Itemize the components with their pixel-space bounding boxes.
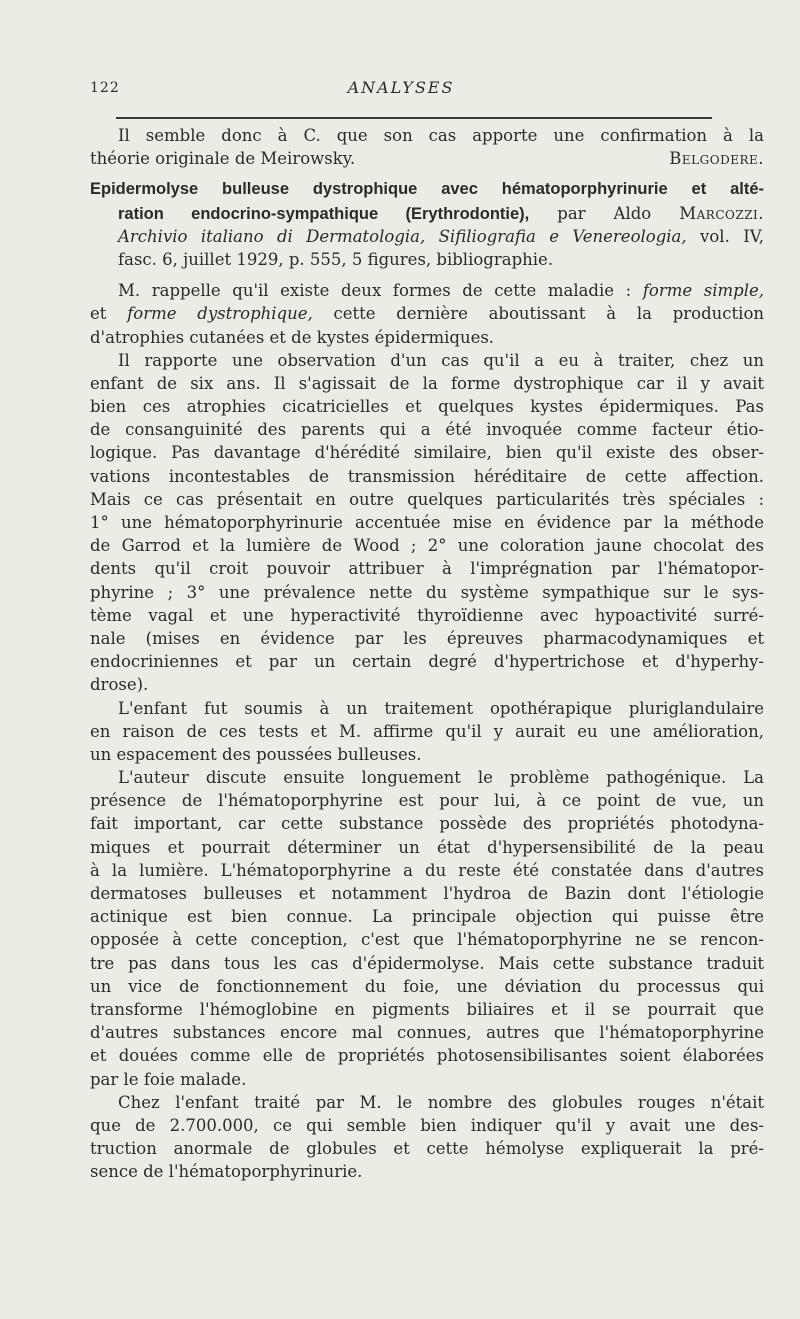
paragraph-line: phyrine ; 3° une prévalence nette du système sympathique sur le sys- bbox=[90, 582, 764, 602]
spacer bbox=[90, 271, 764, 279]
article-title-cont: ration endocrino-sympathique (Erythrodontie), bbox=[118, 204, 530, 223]
p1-text: et bbox=[90, 304, 107, 324]
prev-review-line: Il semble donc à C. que son cas apporte une confirmation à la bbox=[118, 126, 764, 145]
paragraph-line: à la lumière. L'hématoporphyrine a du reste été constatée dans d'autres bbox=[90, 860, 764, 880]
p1-term-simple: forme simple, bbox=[642, 281, 764, 301]
paragraph-line: d'atrophies cutanées et de kystes épidermiques. bbox=[90, 327, 495, 347]
header-rule bbox=[116, 117, 712, 119]
paragraph-line: opposée à cette conception, c'est que l'hématoporphyrine ne se rencon- bbox=[90, 930, 764, 950]
paragraph-line: miques et pourrait déterminer un état d'hypersensibilité de la peau bbox=[90, 837, 764, 857]
paragraph-line: en raison de ces tests et M. affirme qu'il y aurait eu une amélioration, bbox=[90, 721, 764, 741]
prev-review-text: théorie originale de Meirowsky. bbox=[90, 149, 356, 169]
paragraph-line: présence de l'hématoporphyrine est pour lui, à ce point de vue, un bbox=[90, 791, 764, 811]
paragraph-line: truction anormale de globules et cette hémolyse expliquerait la pré- bbox=[90, 1139, 764, 1159]
paragraph-line: 1° une hématoporphyrinurie accentuée mise en évidence par la méthode bbox=[90, 513, 764, 532]
paragraph-line: que de 2.700.000, ce qui semble bien indiquer qu'il y avait une des- bbox=[90, 1115, 764, 1135]
paragraph-line bbox=[90, 279, 764, 302]
paragraph-line: Il rapporte une observation d'un cas qu'il a eu à traiter, chez un bbox=[118, 350, 764, 370]
paragraph-line bbox=[90, 302, 764, 325]
paragraph-line: par le foie malade. bbox=[90, 1069, 247, 1089]
paragraph-line: dermatoses bulleuses et notamment l'hydroa de Bazin dont l'étiologie bbox=[90, 884, 764, 903]
paragraph-line: nale (mises en évidence par les épreuves pharmacodynamiques et bbox=[90, 628, 764, 648]
paragraph-line: tème vagal et une hyperactivité thyroïdienne avec hypoactivité surré- bbox=[90, 605, 764, 625]
page-number: 122 bbox=[90, 80, 120, 96]
paragraph-line: drose). bbox=[90, 675, 149, 695]
running-title: ANALYSES bbox=[347, 78, 455, 97]
paragraph-line: actinique est bien connue. La principale objection qui puisse être bbox=[90, 907, 764, 927]
paragraph-line: et douées comme elle de propriétés photosensibilisantes soient élaborées bbox=[90, 1046, 764, 1066]
journal-reference-line: fasc. 6, juillet 1929, p. 555, 5 figures, bibliographie. bbox=[118, 249, 554, 269]
paragraph-line: tre pas dans tous les cas d'épidermolyse. Mais cette substance traduit bbox=[90, 953, 764, 973]
paragraph-line: logique. Pas davantage d'hérédité similaire, bien qu'il existe des obser- bbox=[90, 443, 764, 463]
paragraph-line: d'autres substances encore mal connues, autres que l'hématoporphyrine bbox=[90, 1023, 764, 1043]
journal-volume: vol. IV, bbox=[700, 226, 764, 246]
paragraph-line: enfant de six ans. Il s'agissait de la forme dystrophique car il y avait bbox=[90, 373, 764, 393]
paragraph-line: de Garrod et la lumière de Wood ; 2° une coloration jaune chocolat des bbox=[90, 536, 764, 556]
paragraph-line: un vice de fonctionnement du foie, une déviation du processus qui bbox=[90, 976, 764, 996]
page-body bbox=[90, 124, 764, 1183]
paragraph-line: un espacement des poussées bulleuses. bbox=[90, 744, 422, 764]
p1-term-dystrophic: forme dystrophique, bbox=[127, 304, 313, 324]
paragraph-line: endocriniennes et par un certain degré d'hypertrichose et d'hyperhy- bbox=[90, 652, 764, 672]
paragraph-line: de consanguinité des parents qui a été invoquée comme facteur étio- bbox=[90, 420, 764, 440]
article-author: Marcozzi. bbox=[679, 203, 765, 223]
paragraph-line: bien ces atrophies cicatricielles et quelques kystes épidermiques. Pas bbox=[90, 397, 764, 417]
paragraph-line: vations incontestables de transmission héréditaire de cette affection. bbox=[90, 466, 764, 486]
paragraph-line: L'auteur discute ensuite longuement le problème pathogénique. La bbox=[118, 768, 764, 788]
paragraph-line: Chez l'enfant traité par M. le nombre des globules rouges n'était bbox=[118, 1092, 764, 1112]
paragraph-line: L'enfant fut soumis à un traitement opothérapique pluriglandulaire bbox=[118, 698, 764, 718]
journal-name: Archivio italiano di Dermatologia, Sifiliografia e Venereologia, bbox=[118, 226, 687, 246]
prev-review-signature-line bbox=[90, 147, 764, 170]
page-header bbox=[90, 78, 712, 108]
paragraph-line: transforme l'hémoglobine en pigments biliaires et il se pourrait que bbox=[90, 999, 764, 1019]
spacer bbox=[90, 170, 764, 178]
p1-text: cette dernière aboutissant à la production bbox=[333, 304, 765, 324]
article-title-author-line bbox=[90, 202, 764, 225]
paragraph-line: sence de l'hématoporphyrinurie. bbox=[90, 1162, 363, 1182]
journal-line bbox=[90, 225, 764, 248]
author-prefix: par Aldo bbox=[557, 203, 652, 223]
prev-review-author: Belgodere. bbox=[669, 149, 764, 169]
paragraph-line: dents qu'il croit pouvoir attribuer à l'imprégnation par l'hématopor- bbox=[90, 559, 764, 579]
p1-text: M. rappelle qu'il existe deux formes de cette maladie : bbox=[118, 281, 632, 301]
paragraph-line: fait important, car cette substance possède des propriétés photodyna- bbox=[90, 814, 764, 834]
paragraph-line: Mais ce cas présentait en outre quelques particularités très spéciales : bbox=[90, 489, 764, 509]
article-title-line: Epidermolyse bulleuse dystrophique avec hématoporphyrinurie et alté- bbox=[90, 180, 764, 199]
